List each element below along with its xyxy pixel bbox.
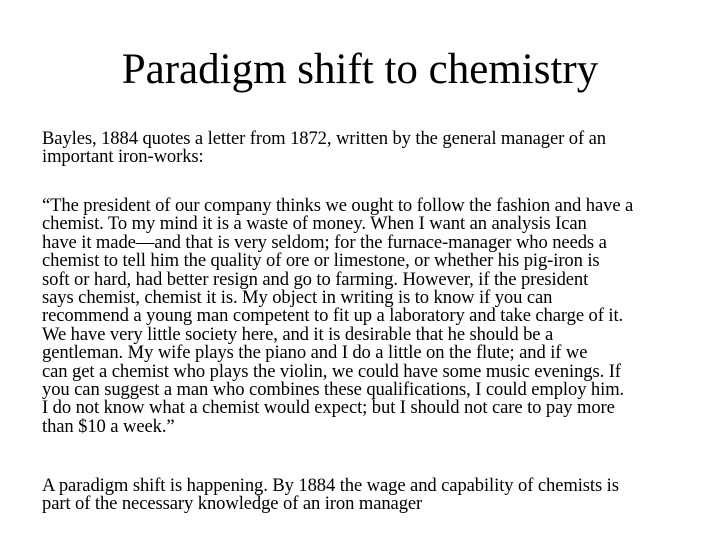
- paragraph-line: you can suggest a man who combines these qualifications, I could employ him.: [42, 379, 625, 401]
- paragraph-line: A paradigm shift is happening. By 1884 the wage and capability of chemists is: [42, 475, 619, 496]
- paragraph-line: important iron-works:: [42, 146, 204, 168]
- paragraph-line: “The president of our company thinks we ought to follow the fashion and have a: [42, 195, 634, 216]
- paragraph-line: says chemist, chemist it is. My object in writing is to know if you can: [42, 287, 553, 309]
- conclusion-paragraph: [42, 477, 710, 514]
- paragraph-line: soft or hard, had better resign and go to farming. However, if the president: [42, 268, 589, 290]
- paragraph-line: recommend a young man competent to fit up a laboratory and take charge of it.: [42, 305, 624, 327]
- paragraph-line: have it made—and that is very seldom; for the furnace-manager who needs a: [42, 231, 607, 253]
- paragraph-line: Bayles, 1884 quotes a letter from 1872, written by the general manager of an: [42, 128, 606, 149]
- paragraph-line: We have very little society here, and it is desirable that he should be a: [42, 323, 554, 345]
- letter-quote-paragraph: [42, 197, 710, 436]
- paragraph-line: part of the necessary knowledge of an iron manager: [42, 493, 423, 515]
- paragraph-line: than $10 a week.”: [42, 415, 175, 437]
- paragraph-line: gentleman. My wife plays the piano and I do a little on the flute; and if we: [42, 342, 588, 364]
- intro-paragraph: [42, 130, 710, 167]
- paragraph-line: can get a chemist who plays the violin, we could have some music evenings. If: [42, 360, 621, 382]
- paragraph-line: I do not know what a chemist would expect; but I should not care to pay more: [42, 397, 615, 419]
- slide-title: Paradigm shift to chemistry: [121, 46, 599, 93]
- paragraph-line: chemist. To my mind it is a waste of money. When I want an analysis Ican: [42, 213, 587, 235]
- paragraph-line: chemist to tell him the quality of ore or limestone, or whether his pig-iron is: [42, 250, 600, 272]
